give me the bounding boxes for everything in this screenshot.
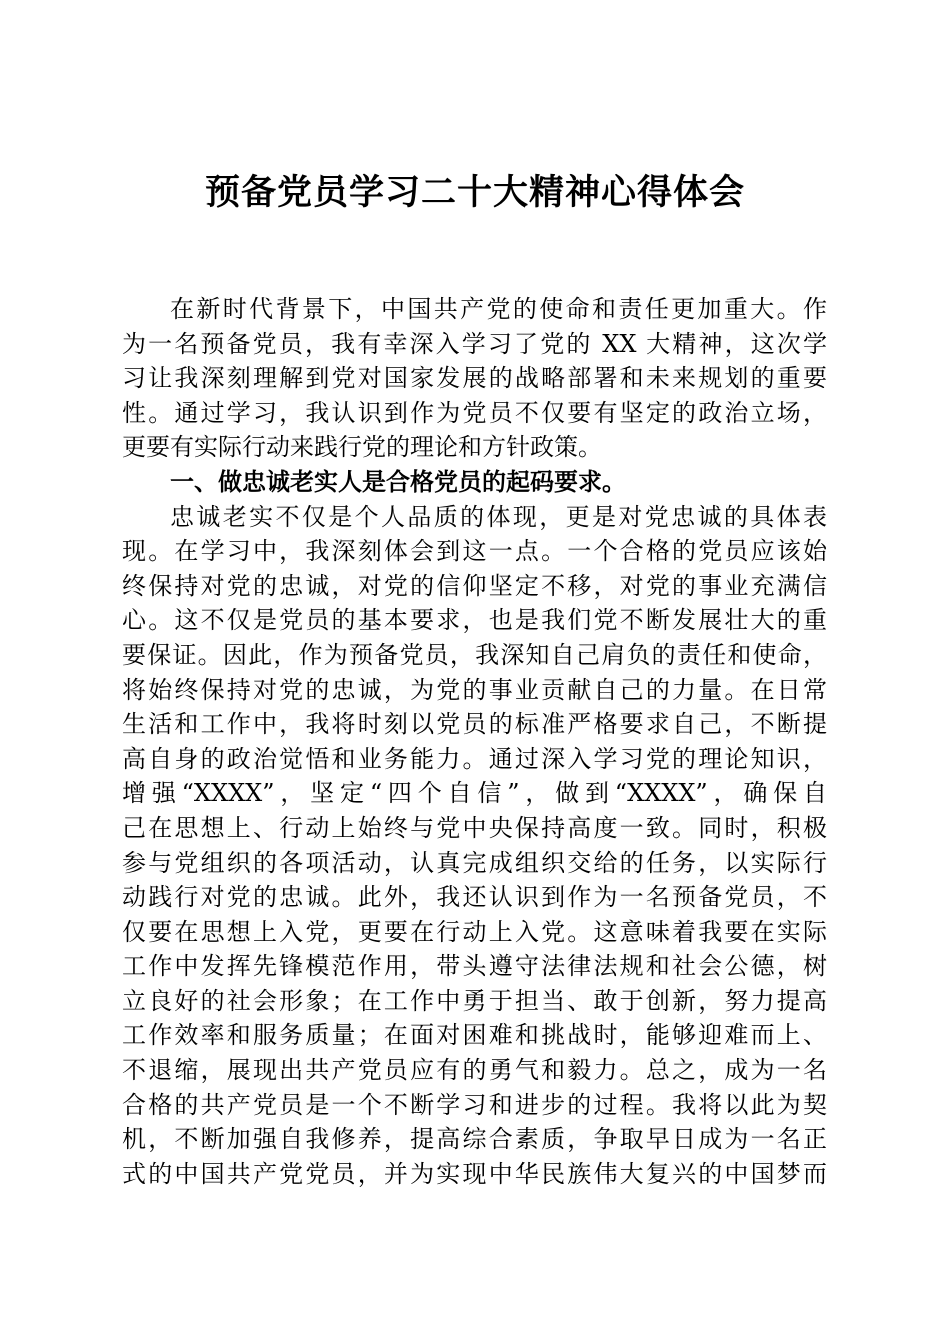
paragraph-line: 在新时代背景下，中国共产党的使命和责任更加重大。作 [170, 295, 827, 323]
paragraph-line: 将始终保持对党的忠诚，为党的事业贡献自己的力量。在日常 [122, 675, 827, 704]
section-heading: 一、做忠诚老实人是合格党员的起码要求。 [170, 467, 626, 496]
paragraph-line: 己在思想上、行动上始终与党中央保持高度一致。同时，积极 [122, 813, 827, 842]
paragraph-line: 仅要在思想上入党，更要在行动上入党。这意味着我要在实际 [122, 917, 827, 946]
document-title: 预备党员学习二十大精神心得体会 [204, 172, 745, 213]
paragraph-line: 工作效率和服务质量；在面对困难和挑战时，能够迎难而上、 [122, 1021, 827, 1050]
paragraph-line: 忠诚老实不仅是个人品质的体现，更是对党忠诚的具体表 [170, 502, 827, 531]
paragraph-line: 动践行对党的忠诚。此外，我还认识到作为一名预备党员，不 [122, 883, 827, 912]
paragraph-line: 立良好的社会形象；在工作中勇于担当、敢于创新，努力提高 [122, 986, 827, 1015]
paragraph-line: 参与党组织的各项活动，认真完成组织交给的任务，以实际行 [122, 848, 827, 877]
paragraph-line: 不退缩，展现出共产党员应有的勇气和毅力。总之，成为一名 [122, 1056, 827, 1085]
paragraph-line: 心。这不仅是党员的基本要求，也是我们党不断发展壮大的重 [122, 606, 827, 635]
paragraph-line: 终保持对党的忠诚，对党的信仰坚定不移，对党的事业充满信 [122, 571, 827, 600]
paragraph-line: 式的中国共产党党员，并为实现中华民族伟大复兴的中国梦而 [122, 1159, 827, 1188]
paragraph-line: 更要有实际行动来践行党的理论和方针政策。 [122, 433, 602, 462]
paragraph-line: 现。在学习中，我深刻体会到这一点。一个合格的党员应该始 [122, 537, 827, 566]
paragraph-line: 性。通过学习，我认识到作为党员不仅要有坚定的政治立场， [122, 398, 827, 427]
paragraph-line: 生活和工作中，我将时刻以党员的标准严格要求自己，不断提 [122, 710, 827, 739]
paragraph-line: 高自身的政治觉悟和业务能力。通过深入学习党的理论知识， [122, 744, 827, 773]
paragraph-line: 为一名预备党员，我有幸深入学习了党的 XX 大精神，这次学 [122, 329, 827, 358]
paragraph-line: 合格的共产党员是一个不断学习和进步的过程。我将以此为契 [122, 1090, 827, 1119]
paragraph-line: 工作中发挥先锋模范作用，带头遵守法律法规和社会公德，树 [122, 952, 827, 981]
paragraph-line: 机，不断加强自我修养，提高综合素质，争取早日成为一名正 [122, 1125, 827, 1154]
paragraph-line: 要保证。因此，作为预备党员，我深知自己肩负的责任和使命， [122, 640, 827, 669]
paragraph-line: 习让我深刻理解到党对国家发展的战略部署和未来规划的重要 [122, 364, 827, 393]
document-body [122, 292, 827, 1191]
paragraph-line: 增强“XXXX”，坚定“四个自信”，做到“XXXX”，确保自 [122, 779, 827, 808]
